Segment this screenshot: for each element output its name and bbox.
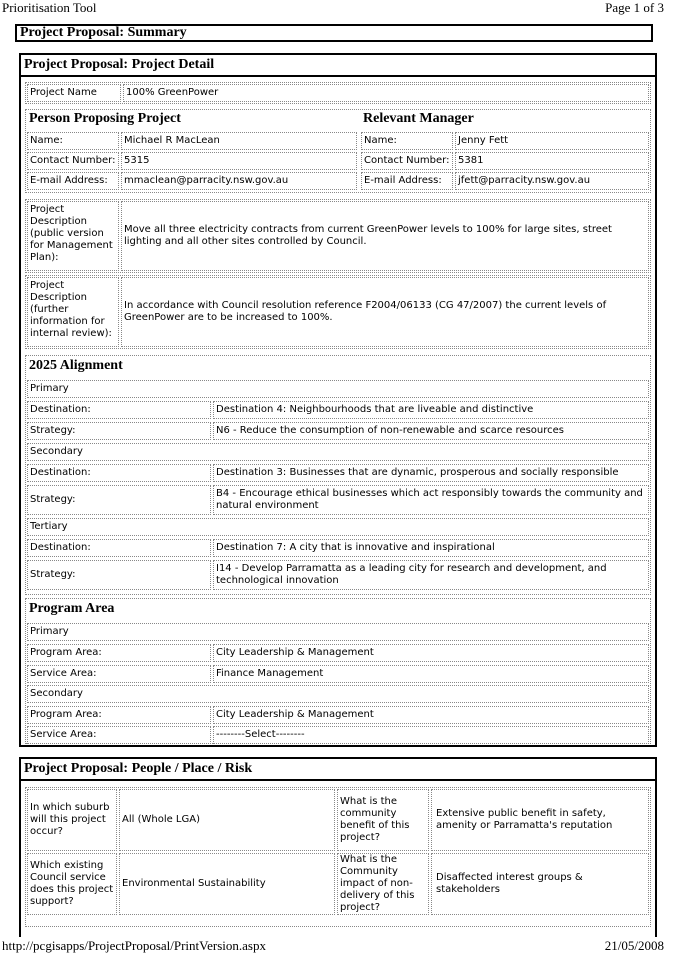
desc-internal-label: Project Description (further information for internal review): (27, 277, 119, 347)
manager-heading: Relevant Manager (363, 111, 474, 126)
primary-service: Finance Management (213, 665, 649, 683)
desc-internal: In accordance with Council resolution reference F2004/06133 (CG 47/2007) the current levels of GreenPower are to be increased to 100%. (121, 277, 649, 347)
secondary-strategy: B4 - Encourage ethical businesses which act responsibly towards the community and natural environment (213, 485, 649, 515)
manager-contact: 5381 (455, 152, 649, 170)
alignment-primary: Primary (27, 380, 649, 398)
page-number: Page 1 of 3 (605, 0, 664, 15)
alignment-tertiary: Tertiary (27, 518, 649, 536)
service-answer: Environmental Sustainability (119, 853, 335, 915)
primary-program: City Leadership & Management (213, 644, 649, 662)
person-name-label: Name: (27, 132, 119, 150)
primary-destination: Destination 4: Neighbourhoods that are liveable and distinctive (213, 401, 649, 419)
project-detail-section (19, 53, 657, 747)
person-name: Michael R MacLean (121, 132, 357, 150)
tertiary-strategy-label: Strategy: (27, 560, 211, 590)
person-email: mmaclean@parracity.nsw.gov.au (121, 172, 357, 190)
person-heading: Person Proposing Project (29, 111, 181, 126)
secondary-service: --------Select-------- (213, 726, 649, 744)
alignment-secondary: Secondary (27, 443, 649, 461)
project-detail-title: Project Proposal: Project Detail (21, 55, 655, 77)
service-question: Which existing Council service does this project support? (27, 853, 117, 915)
secondary-destination: Destination 3: Businesses that are dynamic, prosperous and socially responsible (213, 464, 649, 482)
program-primary: Primary (27, 623, 649, 641)
person-email-label: E-mail Address: (27, 172, 119, 190)
project-name-label: Project Name (27, 84, 121, 102)
secondary-destination-label: Destination: (27, 464, 211, 482)
person-contact: 5315 (121, 152, 357, 170)
browser-title: Prioritisation Tool (2, 0, 97, 15)
suburb-answer: All (Whole LGA) (119, 789, 335, 851)
benefit-question: What is the community benefit of this project? (337, 789, 429, 851)
secondary-service-label: Service Area: (27, 726, 211, 744)
primary-program-label: Program Area: (27, 644, 211, 662)
program-secondary: Secondary (27, 685, 649, 703)
suburb-question: In which suburb will this project occur? (27, 789, 117, 851)
desc-public: Move all three electricity contracts from current GreenPower levels to 100% for large sites, street lighting and all other sites controlled by Council. (121, 201, 649, 271)
benefit-answer: Extensive public benefit in safety, amenity or Parramatta's reputation (431, 789, 649, 851)
primary-destination-label: Destination: (27, 401, 211, 419)
person-contact-label: Contact Number: (27, 152, 119, 170)
people-place-risk-title: Project Proposal: People / Place / Risk (21, 759, 655, 781)
impact-answer: Disaffected interest groups & stakeholders (431, 853, 649, 915)
impact-question: What is the Community impact of non-delivery of this project? (337, 853, 429, 915)
print-date: 21/05/2008 (604, 938, 664, 953)
tertiary-destination: Destination 7: A city that is innovative and inspirational (213, 539, 649, 557)
manager-name-label: Name: (361, 132, 453, 150)
primary-service-label: Service Area: (27, 665, 211, 683)
desc-public-label: Project Description (public version for Management Plan): (27, 201, 119, 271)
manager-email-label: E-mail Address: (361, 172, 453, 190)
alignment-heading: 2025 Alignment (29, 358, 123, 373)
manager-name: Jenny Fett (455, 132, 649, 150)
secondary-program: City Leadership & Management (213, 706, 649, 724)
people-place-risk-section (19, 757, 657, 937)
secondary-program-label: Program Area: (27, 706, 211, 724)
tertiary-strategy: I14 - Develop Parramatta as a leading city for research and development, and technological innovation (213, 560, 649, 590)
summary-title: Project Proposal: Summary (15, 24, 653, 42)
manager-contact-label: Contact Number: (361, 152, 453, 170)
tertiary-destination-label: Destination: (27, 539, 211, 557)
primary-strategy: N6 - Reduce the consumption of non-renewable and scarce resources (213, 422, 649, 440)
project-name-value: 100% GreenPower (123, 84, 649, 102)
secondary-strategy-label: Strategy: (27, 485, 211, 515)
primary-strategy-label: Strategy: (27, 422, 211, 440)
manager-email: jfett@parracity.nsw.gov.au (455, 172, 649, 190)
program-heading: Program Area (29, 601, 115, 616)
page-url: http://pcgisapps/ProjectProposal/PrintVersion.aspx (2, 938, 266, 953)
